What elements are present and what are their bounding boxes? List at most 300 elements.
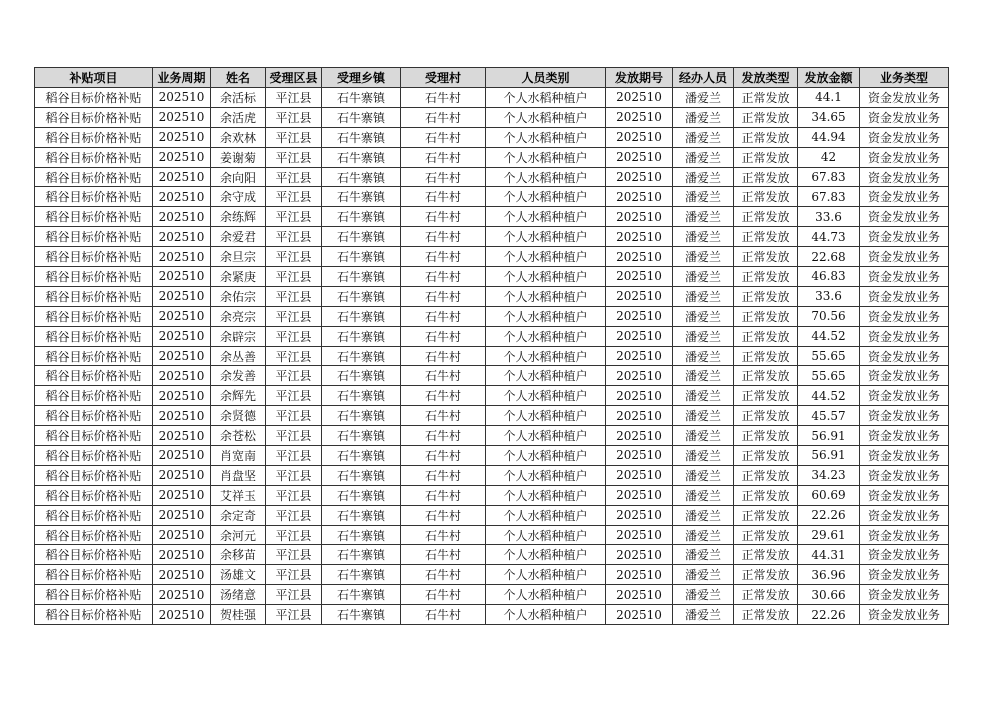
cell-operator: 潘爱兰: [673, 267, 734, 287]
cell-issue-type: 正常发放: [734, 565, 798, 585]
cell-person-category: 个人水稻种植户: [486, 286, 606, 306]
cell-business-type: 资金发放业务: [860, 306, 949, 326]
cell-business-period: 202510: [153, 267, 211, 287]
table-row: [35, 227, 949, 247]
cell-business-period: 202510: [153, 88, 211, 108]
cell-village: 石牛村: [401, 306, 486, 326]
table-row: [35, 426, 949, 446]
cell-district: 平江县: [266, 446, 322, 466]
cell-business-period: 202510: [153, 605, 211, 625]
cell-name: 余辉先: [211, 386, 266, 406]
cell-issue-number: 202510: [606, 346, 673, 366]
cell-business-type: 资金发放业务: [860, 465, 949, 485]
cell-village: 石牛村: [401, 465, 486, 485]
cell-township: 石牛寨镇: [322, 525, 401, 545]
cell-person-category: 个人水稻种植户: [486, 366, 606, 386]
cell-issue-amount: 44.52: [798, 386, 860, 406]
cell-name: 余爱君: [211, 227, 266, 247]
cell-name: 余守成: [211, 187, 266, 207]
cell-issue-amount: 22.26: [798, 505, 860, 525]
cell-subsidy-project: 稻谷目标价格补贴: [35, 207, 153, 227]
cell-person-category: 个人水稻种植户: [486, 605, 606, 625]
cell-name: 肖盘坚: [211, 465, 266, 485]
table-body: [35, 88, 949, 625]
cell-person-category: 个人水稻种植户: [486, 485, 606, 505]
cell-operator: 潘爱兰: [673, 326, 734, 346]
cell-business-period: 202510: [153, 107, 211, 127]
cell-issue-type: 正常发放: [734, 605, 798, 625]
table-row: [35, 565, 949, 585]
cell-name: 余佑宗: [211, 286, 266, 306]
cell-business-period: 202510: [153, 426, 211, 446]
cell-name: 艾祥玉: [211, 485, 266, 505]
cell-person-category: 个人水稻种植户: [486, 545, 606, 565]
cell-operator: 潘爱兰: [673, 366, 734, 386]
cell-township: 石牛寨镇: [322, 88, 401, 108]
cell-subsidy-project: 稻谷目标价格补贴: [35, 485, 153, 505]
table-row: [35, 127, 949, 147]
cell-issue-amount: 44.94: [798, 127, 860, 147]
cell-issue-number: 202510: [606, 326, 673, 346]
cell-business-period: 202510: [153, 585, 211, 605]
cell-issue-type: 正常发放: [734, 107, 798, 127]
cell-issue-type: 正常发放: [734, 127, 798, 147]
cell-district: 平江县: [266, 267, 322, 287]
cell-village: 石牛村: [401, 326, 486, 346]
cell-name: 余辟宗: [211, 326, 266, 346]
cell-district: 平江县: [266, 247, 322, 267]
cell-business-period: 202510: [153, 525, 211, 545]
cell-operator: 潘爱兰: [673, 107, 734, 127]
cell-issue-number: 202510: [606, 187, 673, 207]
cell-subsidy-project: 稻谷目标价格补贴: [35, 585, 153, 605]
cell-subsidy-project: 稻谷目标价格补贴: [35, 107, 153, 127]
cell-township: 石牛寨镇: [322, 545, 401, 565]
cell-district: 平江县: [266, 127, 322, 147]
cell-subsidy-project: 稻谷目标价格补贴: [35, 167, 153, 187]
column-header-village: 受理村: [401, 68, 486, 88]
cell-issue-number: 202510: [606, 426, 673, 446]
cell-business-period: 202510: [153, 167, 211, 187]
cell-issue-number: 202510: [606, 147, 673, 167]
cell-issue-type: 正常发放: [734, 505, 798, 525]
table-row: [35, 406, 949, 426]
cell-operator: 潘爱兰: [673, 127, 734, 147]
header-row: [35, 68, 949, 88]
cell-name: 贺桂强: [211, 605, 266, 625]
cell-operator: 潘爱兰: [673, 605, 734, 625]
cell-issue-amount: 36.96: [798, 565, 860, 585]
cell-issue-type: 正常发放: [734, 147, 798, 167]
table-row: [35, 545, 949, 565]
cell-person-category: 个人水稻种植户: [486, 386, 606, 406]
cell-name: 余亮宗: [211, 306, 266, 326]
cell-issue-amount: 34.65: [798, 107, 860, 127]
cell-village: 石牛村: [401, 505, 486, 525]
cell-village: 石牛村: [401, 127, 486, 147]
cell-operator: 潘爱兰: [673, 207, 734, 227]
cell-district: 平江县: [266, 386, 322, 406]
cell-issue-amount: 67.83: [798, 167, 860, 187]
cell-operator: 潘爱兰: [673, 525, 734, 545]
cell-issue-amount: 33.6: [798, 207, 860, 227]
cell-subsidy-project: 稻谷目标价格补贴: [35, 286, 153, 306]
cell-business-period: 202510: [153, 286, 211, 306]
cell-business-type: 资金发放业务: [860, 505, 949, 525]
cell-name: 余苍松: [211, 426, 266, 446]
cell-issue-number: 202510: [606, 247, 673, 267]
table-row: [35, 306, 949, 326]
cell-operator: 潘爱兰: [673, 147, 734, 167]
cell-township: 石牛寨镇: [322, 465, 401, 485]
table-row: [35, 286, 949, 306]
cell-issue-number: 202510: [606, 207, 673, 227]
cell-issue-type: 正常发放: [734, 247, 798, 267]
cell-issue-amount: 55.65: [798, 346, 860, 366]
cell-village: 石牛村: [401, 366, 486, 386]
cell-subsidy-project: 稻谷目标价格补贴: [35, 326, 153, 346]
table-row: [35, 267, 949, 287]
cell-operator: 潘爱兰: [673, 247, 734, 267]
cell-person-category: 个人水稻种植户: [486, 426, 606, 446]
cell-operator: 潘爱兰: [673, 406, 734, 426]
cell-issue-number: 202510: [606, 446, 673, 466]
cell-subsidy-project: 稻谷目标价格补贴: [35, 147, 153, 167]
table-row: [35, 167, 949, 187]
cell-issue-number: 202510: [606, 88, 673, 108]
cell-name: 汤绪意: [211, 585, 266, 605]
column-header-district: 受理区县: [266, 68, 322, 88]
cell-issue-number: 202510: [606, 366, 673, 386]
cell-issue-number: 202510: [606, 167, 673, 187]
cell-subsidy-project: 稻谷目标价格补贴: [35, 306, 153, 326]
cell-business-period: 202510: [153, 565, 211, 585]
cell-village: 石牛村: [401, 207, 486, 227]
cell-name: 余活虎: [211, 107, 266, 127]
cell-business-period: 202510: [153, 485, 211, 505]
cell-operator: 潘爱兰: [673, 88, 734, 108]
cell-operator: 潘爱兰: [673, 565, 734, 585]
cell-business-type: 资金发放业务: [860, 485, 949, 505]
cell-person-category: 个人水稻种植户: [486, 207, 606, 227]
table-row: [35, 207, 949, 227]
cell-business-type: 资金发放业务: [860, 446, 949, 466]
cell-district: 平江县: [266, 485, 322, 505]
cell-district: 平江县: [266, 107, 322, 127]
cell-district: 平江县: [266, 286, 322, 306]
cell-subsidy-project: 稻谷目标价格补贴: [35, 426, 153, 446]
cell-issue-amount: 44.1: [798, 88, 860, 108]
cell-village: 石牛村: [401, 565, 486, 585]
cell-township: 石牛寨镇: [322, 326, 401, 346]
cell-business-period: 202510: [153, 346, 211, 366]
cell-issue-amount: 22.68: [798, 247, 860, 267]
cell-township: 石牛寨镇: [322, 127, 401, 147]
cell-operator: 潘爱兰: [673, 505, 734, 525]
cell-person-category: 个人水稻种植户: [486, 326, 606, 346]
cell-issue-type: 正常发放: [734, 525, 798, 545]
table-row: [35, 326, 949, 346]
cell-name: 余向阳: [211, 167, 266, 187]
table-row: [35, 525, 949, 545]
cell-village: 石牛村: [401, 247, 486, 267]
cell-operator: 潘爱兰: [673, 585, 734, 605]
cell-issue-type: 正常发放: [734, 585, 798, 605]
cell-subsidy-project: 稻谷目标价格补贴: [35, 187, 153, 207]
cell-issue-type: 正常发放: [734, 227, 798, 247]
cell-person-category: 个人水稻种植户: [486, 147, 606, 167]
cell-person-category: 个人水稻种植户: [486, 446, 606, 466]
cell-person-category: 个人水稻种植户: [486, 406, 606, 426]
cell-business-period: 202510: [153, 147, 211, 167]
cell-issue-amount: 60.69: [798, 485, 860, 505]
column-header-person-category: 人员类别: [486, 68, 606, 88]
cell-business-type: 资金发放业务: [860, 545, 949, 565]
cell-village: 石牛村: [401, 525, 486, 545]
cell-issue-amount: 45.57: [798, 406, 860, 426]
cell-issue-amount: 42: [798, 147, 860, 167]
column-header-issue-type: 发放类型: [734, 68, 798, 88]
cell-business-type: 资金发放业务: [860, 366, 949, 386]
cell-business-period: 202510: [153, 127, 211, 147]
cell-issue-number: 202510: [606, 406, 673, 426]
cell-township: 石牛寨镇: [322, 207, 401, 227]
cell-village: 石牛村: [401, 346, 486, 366]
cell-subsidy-project: 稻谷目标价格补贴: [35, 406, 153, 426]
cell-village: 石牛村: [401, 605, 486, 625]
cell-issue-number: 202510: [606, 505, 673, 525]
cell-township: 石牛寨镇: [322, 366, 401, 386]
cell-issue-number: 202510: [606, 525, 673, 545]
cell-issue-amount: 70.56: [798, 306, 860, 326]
cell-issue-amount: 46.83: [798, 267, 860, 287]
column-header-business-period: 业务周期: [153, 68, 211, 88]
cell-name: 余紧庚: [211, 267, 266, 287]
table-row: [35, 605, 949, 625]
cell-business-period: 202510: [153, 366, 211, 386]
cell-township: 石牛寨镇: [322, 167, 401, 187]
cell-subsidy-project: 稻谷目标价格补贴: [35, 366, 153, 386]
cell-village: 石牛村: [401, 545, 486, 565]
cell-subsidy-project: 稻谷目标价格补贴: [35, 525, 153, 545]
cell-operator: 潘爱兰: [673, 485, 734, 505]
cell-subsidy-project: 稻谷目标价格补贴: [35, 227, 153, 247]
table-row: [35, 88, 949, 108]
cell-district: 平江县: [266, 207, 322, 227]
cell-name: 余欢林: [211, 127, 266, 147]
cell-issue-number: 202510: [606, 286, 673, 306]
column-header-operator: 经办人员: [673, 68, 734, 88]
cell-issue-amount: 29.61: [798, 525, 860, 545]
cell-issue-amount: 33.6: [798, 286, 860, 306]
cell-person-category: 个人水稻种植户: [486, 247, 606, 267]
cell-issue-amount: 44.31: [798, 545, 860, 565]
cell-village: 石牛村: [401, 227, 486, 247]
cell-township: 石牛寨镇: [322, 346, 401, 366]
cell-issue-number: 202510: [606, 465, 673, 485]
cell-name: 汤雄文: [211, 565, 266, 585]
cell-issue-number: 202510: [606, 107, 673, 127]
cell-district: 平江县: [266, 326, 322, 346]
cell-village: 石牛村: [401, 88, 486, 108]
cell-person-category: 个人水稻种植户: [486, 167, 606, 187]
cell-business-period: 202510: [153, 505, 211, 525]
cell-issue-number: 202510: [606, 585, 673, 605]
cell-township: 石牛寨镇: [322, 227, 401, 247]
cell-business-period: 202510: [153, 406, 211, 426]
cell-business-type: 资金发放业务: [860, 585, 949, 605]
cell-person-category: 个人水稻种植户: [486, 565, 606, 585]
cell-issue-amount: 55.65: [798, 366, 860, 386]
cell-district: 平江县: [266, 605, 322, 625]
column-header-business-type: 业务类型: [860, 68, 949, 88]
cell-issue-type: 正常发放: [734, 406, 798, 426]
column-header-subsidy-project: 补贴项目: [35, 68, 153, 88]
cell-issue-type: 正常发放: [734, 465, 798, 485]
cell-business-type: 资金发放业务: [860, 247, 949, 267]
cell-business-type: 资金发放业务: [860, 187, 949, 207]
cell-district: 平江县: [266, 187, 322, 207]
cell-person-category: 个人水稻种植户: [486, 267, 606, 287]
cell-village: 石牛村: [401, 107, 486, 127]
cell-village: 石牛村: [401, 426, 486, 446]
cell-subsidy-project: 稻谷目标价格补贴: [35, 565, 153, 585]
cell-issue-number: 202510: [606, 545, 673, 565]
cell-name: 余活标: [211, 88, 266, 108]
cell-person-category: 个人水稻种植户: [486, 227, 606, 247]
cell-business-type: 资金发放业务: [860, 147, 949, 167]
cell-person-category: 个人水稻种植户: [486, 88, 606, 108]
cell-subsidy-project: 稻谷目标价格补贴: [35, 545, 153, 565]
table-row: [35, 346, 949, 366]
cell-district: 平江县: [266, 505, 322, 525]
cell-village: 石牛村: [401, 386, 486, 406]
cell-township: 石牛寨镇: [322, 286, 401, 306]
cell-business-type: 资金发放业务: [860, 267, 949, 287]
cell-operator: 潘爱兰: [673, 167, 734, 187]
cell-district: 平江县: [266, 406, 322, 426]
cell-business-period: 202510: [153, 227, 211, 247]
cell-district: 平江县: [266, 88, 322, 108]
cell-issue-type: 正常发放: [734, 267, 798, 287]
cell-operator: 潘爱兰: [673, 346, 734, 366]
cell-district: 平江县: [266, 585, 322, 605]
cell-person-category: 个人水稻种植户: [486, 306, 606, 326]
cell-issue-amount: 30.66: [798, 585, 860, 605]
cell-business-type: 资金发放业务: [860, 605, 949, 625]
cell-business-period: 202510: [153, 545, 211, 565]
cell-district: 平江县: [266, 525, 322, 545]
cell-name: 余发善: [211, 366, 266, 386]
subsidy-sheet: [34, 67, 949, 625]
cell-issue-amount: 44.52: [798, 326, 860, 346]
cell-name: 余丛善: [211, 346, 266, 366]
column-header-issue-number: 发放期号: [606, 68, 673, 88]
cell-operator: 潘爱兰: [673, 187, 734, 207]
cell-district: 平江县: [266, 565, 322, 585]
column-header-name: 姓名: [211, 68, 266, 88]
cell-district: 平江县: [266, 346, 322, 366]
cell-issue-type: 正常发放: [734, 306, 798, 326]
cell-operator: 潘爱兰: [673, 426, 734, 446]
cell-district: 平江县: [266, 545, 322, 565]
cell-issue-amount: 56.91: [798, 446, 860, 466]
cell-business-type: 资金发放业务: [860, 565, 949, 585]
cell-person-category: 个人水稻种植户: [486, 525, 606, 545]
column-header-issue-amount: 发放金额: [798, 68, 860, 88]
cell-issue-amount: 67.83: [798, 187, 860, 207]
cell-township: 石牛寨镇: [322, 386, 401, 406]
cell-business-type: 资金发放业务: [860, 227, 949, 247]
cell-issue-number: 202510: [606, 267, 673, 287]
cell-business-type: 资金发放业务: [860, 386, 949, 406]
table-row: [35, 107, 949, 127]
cell-business-period: 202510: [153, 187, 211, 207]
cell-district: 平江县: [266, 465, 322, 485]
cell-name: 肖宽南: [211, 446, 266, 466]
cell-subsidy-project: 稻谷目标价格补贴: [35, 267, 153, 287]
table-row: [35, 187, 949, 207]
cell-issue-type: 正常发放: [734, 386, 798, 406]
cell-township: 石牛寨镇: [322, 446, 401, 466]
cell-person-category: 个人水稻种植户: [486, 127, 606, 147]
cell-subsidy-project: 稻谷目标价格补贴: [35, 446, 153, 466]
cell-township: 石牛寨镇: [322, 187, 401, 207]
cell-subsidy-project: 稻谷目标价格补贴: [35, 386, 153, 406]
cell-name: 姜谢菊: [211, 147, 266, 167]
cell-business-type: 资金发放业务: [860, 107, 949, 127]
cell-person-category: 个人水稻种植户: [486, 585, 606, 605]
table-row: [35, 366, 949, 386]
cell-business-period: 202510: [153, 207, 211, 227]
cell-subsidy-project: 稻谷目标价格补贴: [35, 505, 153, 525]
cell-township: 石牛寨镇: [322, 306, 401, 326]
cell-village: 石牛村: [401, 446, 486, 466]
cell-issue-type: 正常发放: [734, 88, 798, 108]
cell-subsidy-project: 稻谷目标价格补贴: [35, 88, 153, 108]
cell-subsidy-project: 稻谷目标价格补贴: [35, 127, 153, 147]
cell-person-category: 个人水稻种植户: [486, 346, 606, 366]
cell-business-type: 资金发放业务: [860, 326, 949, 346]
cell-township: 石牛寨镇: [322, 485, 401, 505]
cell-village: 石牛村: [401, 167, 486, 187]
cell-person-category: 个人水稻种植户: [486, 107, 606, 127]
cell-business-type: 资金发放业务: [860, 88, 949, 108]
cell-issue-type: 正常发放: [734, 426, 798, 446]
cell-issue-type: 正常发放: [734, 286, 798, 306]
cell-name: 余河元: [211, 525, 266, 545]
cell-township: 石牛寨镇: [322, 426, 401, 446]
cell-business-type: 资金发放业务: [860, 167, 949, 187]
cell-name: 余定奇: [211, 505, 266, 525]
cell-issue-number: 202510: [606, 485, 673, 505]
cell-subsidy-project: 稻谷目标价格补贴: [35, 346, 153, 366]
cell-person-category: 个人水稻种植户: [486, 505, 606, 525]
cell-issue-type: 正常发放: [734, 446, 798, 466]
cell-business-type: 资金发放业务: [860, 525, 949, 545]
cell-issue-amount: 22.26: [798, 605, 860, 625]
cell-issue-number: 202510: [606, 127, 673, 147]
cell-issue-amount: 56.91: [798, 426, 860, 446]
cell-township: 石牛寨镇: [322, 247, 401, 267]
cell-subsidy-project: 稻谷目标价格补贴: [35, 247, 153, 267]
cell-operator: 潘爱兰: [673, 286, 734, 306]
cell-business-type: 资金发放业务: [860, 207, 949, 227]
cell-name: 余旦宗: [211, 247, 266, 267]
cell-district: 平江县: [266, 366, 322, 386]
cell-district: 平江县: [266, 306, 322, 326]
cell-district: 平江县: [266, 167, 322, 187]
